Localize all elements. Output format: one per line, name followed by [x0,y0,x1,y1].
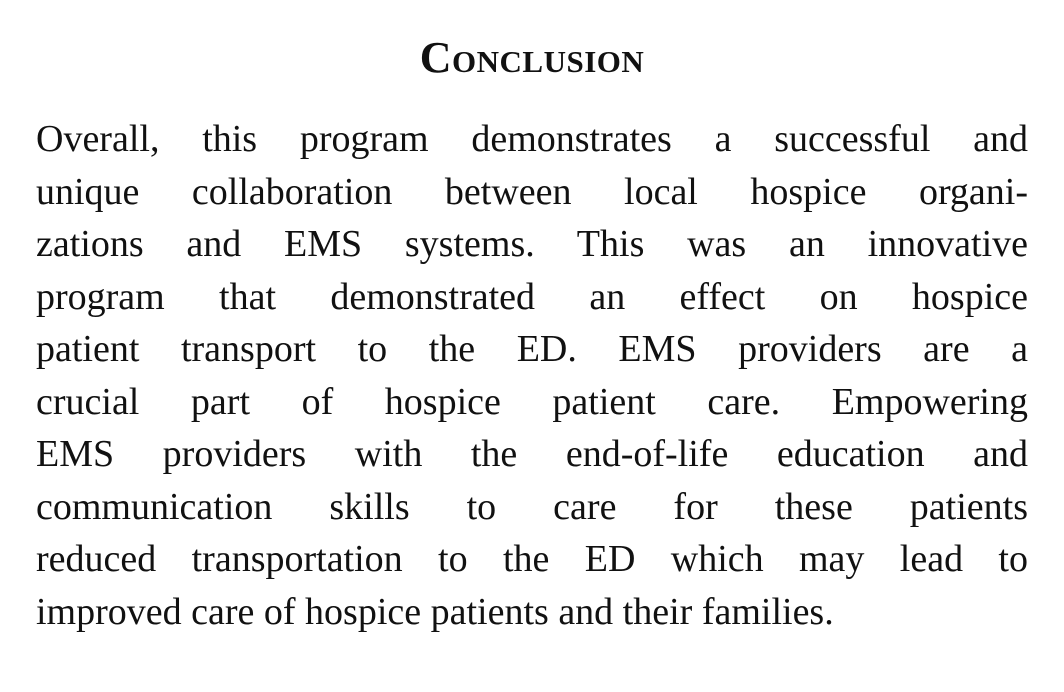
paragraph-line: unique collaboration between local hospice organi- [36,170,1028,213]
paragraph-line: improved care of hospice patients and their families. [36,590,834,633]
paragraph-line: crucial part of hospice patient care. Empowering [36,380,1028,423]
paragraph-line: EMS providers with the end-of-life education and [36,433,1028,475]
section-heading: Conclusion [419,33,645,82]
paragraph-line: program that demonstrated an effect on hospice [36,275,1028,318]
paragraph-line: Overall, this program demonstrates a successful and [36,118,1028,160]
paragraph-line: patient transport to the ED. EMS providers are a [36,328,1028,370]
paragraph-line: reduced transportation to the ED which may lead to [36,538,1028,580]
paragraph-line: communication skills to care for these patients [36,485,1028,528]
conclusion-paragraph [36,113,1028,638]
paragraph-line: zations and EMS systems. This was an innovative [36,223,1028,265]
